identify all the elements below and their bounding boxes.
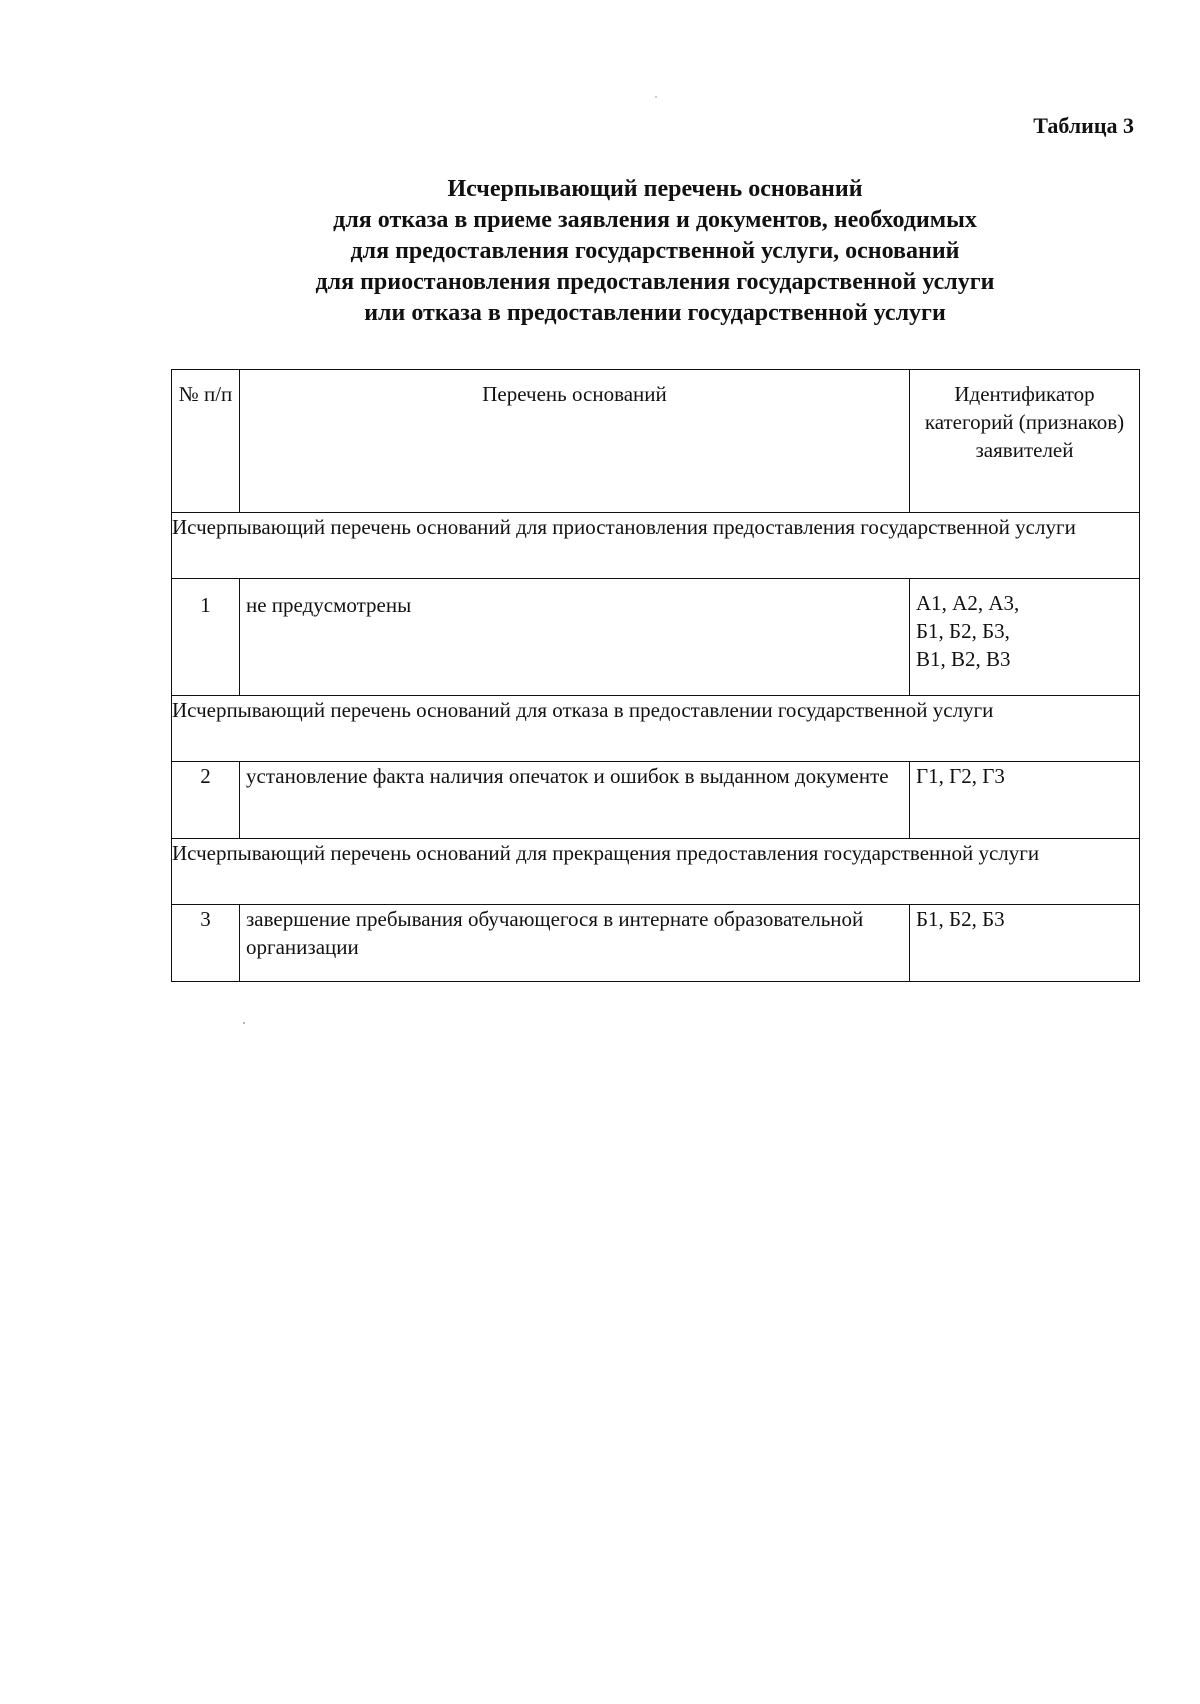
header-basis-label: Перечень оснований [482, 382, 667, 406]
header-num-label: № п/п [178, 382, 233, 406]
header-num-cell [172, 370, 240, 513]
ident-line: Б1, Б2, Б3, [916, 619, 1010, 643]
header-basis-cell [240, 370, 910, 513]
row-num: 1 [172, 579, 240, 696]
table-row [172, 905, 1140, 982]
row-basis: завершение пребывания обучающегося в интернате образовательной организации [240, 905, 910, 982]
section-heading-row [172, 513, 1140, 579]
section-heading-row [172, 839, 1140, 905]
section-heading: Исчерпывающий перечень оснований для отказа в предоставлении государственной услуги [172, 696, 1140, 762]
grounds-table [171, 369, 1140, 982]
title-line: Исчерпывающий перечень оснований [447, 176, 863, 202]
table-header-row [172, 370, 1140, 513]
row-num: 2 [172, 762, 240, 839]
title-line: для предоставления государственной услуги, оснований [350, 238, 960, 264]
table-row [172, 579, 1140, 696]
document-title [170, 174, 1140, 329]
scan-speck [655, 96, 657, 98]
row-num: 3 [172, 905, 240, 982]
section-heading-row [172, 696, 1140, 762]
row-ident [910, 579, 1140, 696]
scan-speck [243, 1022, 245, 1024]
ident-line: А1, А2, А3, [916, 591, 1020, 615]
section-heading: Исчерпывающий перечень оснований для приостановления предоставления государственной услуги [172, 513, 1140, 579]
title-line: для приостановления предоставления государственной услуги [315, 269, 995, 295]
row-basis: не предусмотрены [240, 579, 910, 696]
title-line: для отказа в приеме заявления и документов, необходимых [333, 207, 977, 233]
header-ident-cell [910, 370, 1140, 513]
row-ident: Б1, Б2, Б3 [910, 905, 1140, 982]
title-line: или отказа в предоставлении государственной услуги [364, 300, 946, 326]
table-label: Таблица 3 [1033, 113, 1134, 138]
ident-line: В1, В2, В3 [916, 647, 1011, 671]
section-heading: Исчерпывающий перечень оснований для прекращения предоставления государственной услуги [172, 839, 1140, 905]
row-ident: Г1, Г2, Г3 [910, 762, 1140, 839]
header-ident-label: Идентификатор категорий (признаков) заявителей [924, 382, 1125, 462]
table-row [172, 762, 1140, 839]
row-basis: установление факта наличия опечаток и ошибок в выданном документе [240, 762, 910, 839]
